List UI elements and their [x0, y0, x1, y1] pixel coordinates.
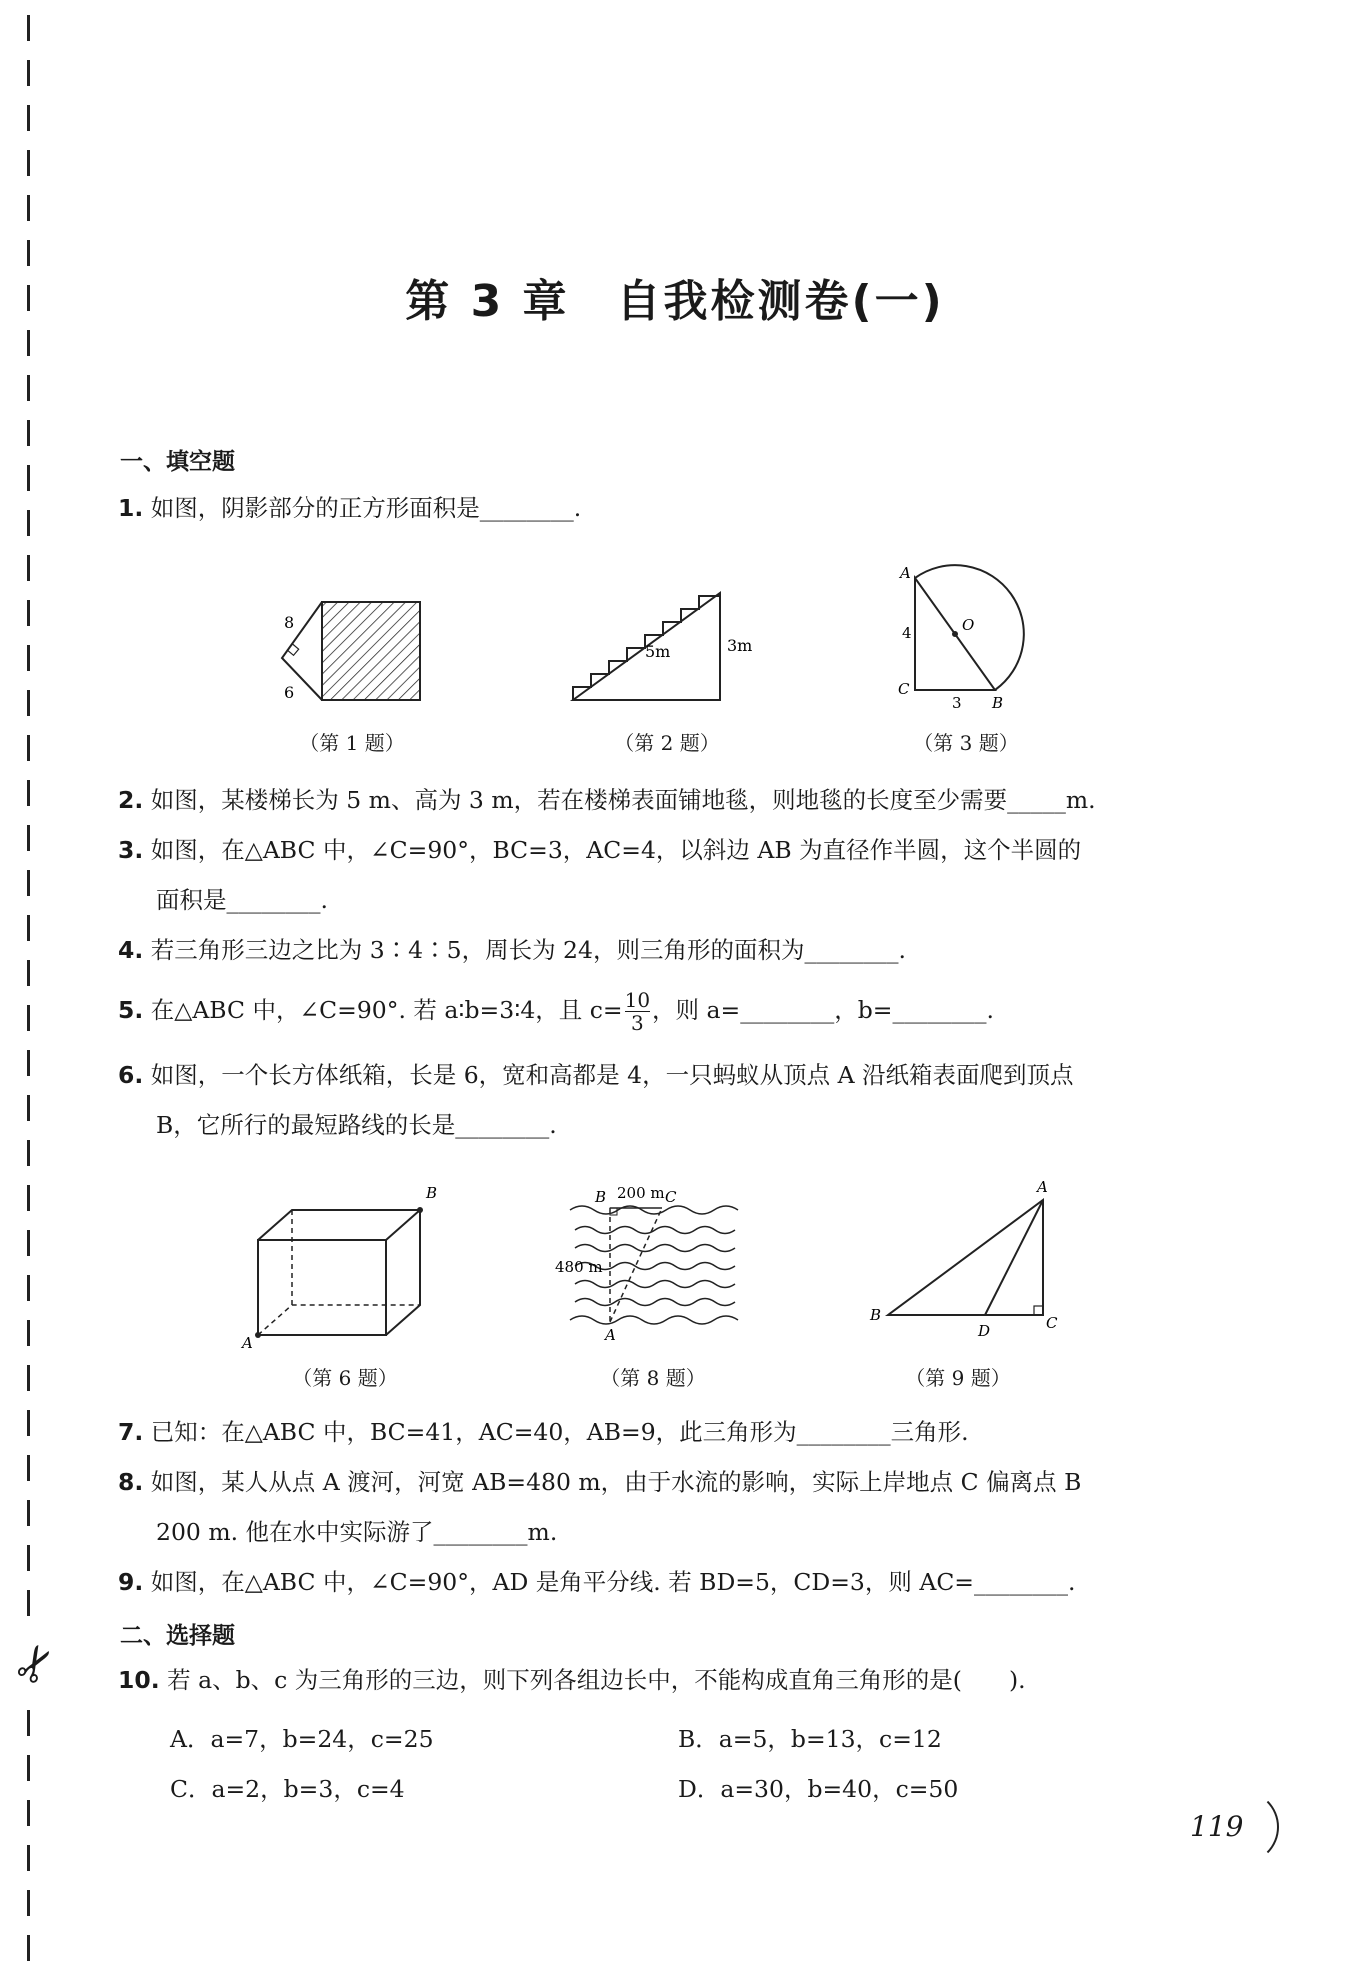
figure-9 [860, 1180, 1060, 1345]
section-choice-heading: 二、选择题 [120, 1623, 235, 1649]
fig3-label-o: O [962, 616, 975, 634]
fig6-label-b: B [426, 1184, 438, 1202]
question-9: 9. 如图，在△ABC 中，∠C=90°，AD 是角平分线. 若 BD=5，CD=3，则 AC=________. [118, 1568, 1076, 1596]
question-4: 4. 若三角形三边之比为 3∶4∶5，周长为 24，则三角形的面积为________. [118, 936, 906, 964]
figure-2 [565, 585, 765, 710]
option-a: A．a=7，b=24，c=25 [170, 1725, 434, 1753]
option-b: B．a=5，b=13，c=12 [678, 1725, 942, 1753]
fig1-side-b-label: 6 [284, 683, 295, 702]
figure-6 [240, 1180, 440, 1350]
question-6-cont: B，它所行的最短路线的长是________. [156, 1111, 557, 1139]
fig8-label-a: A [605, 1326, 616, 1344]
fig6-label-a: A [242, 1334, 253, 1350]
caption-figure-9: （第 9 题） [905, 1366, 1011, 1390]
option-d: D．a=30，b=40，c=50 [678, 1775, 959, 1803]
figure-1 [270, 590, 430, 710]
question-8: 8. 如图，某人从点 A 渡河，河宽 AB=480 m，由于水流的影响，实际上岸地点 C 偏离点 B [118, 1468, 1082, 1496]
question-6: 6. 如图，一个长方体纸箱，长是 6，宽和高都是 4，一只蚂蚁从顶点 A 沿纸箱表面爬到顶点 [118, 1061, 1074, 1089]
fig9-label-d: D [978, 1322, 991, 1340]
fig8-label-c: C [665, 1188, 677, 1206]
fig1-side-a-label: 8 [284, 613, 295, 632]
caption-figure-6: （第 6 题） [292, 1366, 398, 1390]
fig9-label-c: C [1046, 1314, 1058, 1332]
section-fill-heading: 一、填空题 [120, 449, 235, 475]
fig2-height-label: 3m [727, 636, 753, 655]
scissors-icon: ✂ [1, 1632, 71, 1696]
question-5: 5. 在△ABC 中，∠C=90°. 若 a∶b=3∶4，且 c= $\frac{10}{3}$ ，则 a=________，b=________. [118, 988, 994, 1035]
question-3: 3. 如图，在△ABC 中，∠C=90°，BC=3，AC=4，以斜边 AB 为直径作半圆，这个半圆的 [118, 836, 1082, 864]
fig3-label-c: C [898, 680, 910, 698]
question-8-cont: 200 m. 他在水中实际游了________m. [156, 1518, 558, 1546]
question-7: 7. 已知：在△ABC 中，BC=41，AC=40，AB=9，此三角形为________三角形. [118, 1418, 969, 1446]
page-number: 119 [1190, 1810, 1244, 1843]
fig3-label-b: B [992, 694, 1004, 710]
question-1: 1. 如图，阴影部分的正方形面积是________. [118, 494, 582, 522]
caption-figure-3: （第 3 题） [913, 731, 1019, 755]
option-c: C．a=2，b=3，c=4 [170, 1775, 405, 1803]
figure-3 [890, 560, 1040, 710]
fig3-label-a: A [900, 564, 911, 582]
question-10: 10. 若 a、b、c 为三角形的三边，则下列各组边长中，不能构成直角三角形的是( ). [118, 1666, 1026, 1694]
caption-figure-2: （第 2 题） [614, 731, 720, 755]
fig8-width-label: 200 m [617, 1184, 665, 1202]
question-3-cont: 面积是________. [156, 886, 328, 914]
page-title: 第 3 章 自我检测卷(一) [405, 276, 945, 327]
caption-figure-8: （第 8 题） [600, 1366, 706, 1390]
fig9-label-b: B [870, 1306, 882, 1324]
question-2: 2. 如图，某楼梯长为 5 m、高为 3 m，若在楼梯表面铺地毯，则地毯的长度至少需要_____m. [118, 786, 1096, 814]
fig9-label-a: A [1037, 1180, 1048, 1196]
fig3-side-cb: 3 [952, 694, 962, 710]
fig3-side-ac: 4 [902, 624, 912, 642]
caption-figure-1: （第 1 题） [299, 731, 405, 755]
fig2-hyp-label: 5m [645, 642, 671, 661]
figure-8 [555, 1180, 755, 1350]
fig8-label-b: B [595, 1188, 607, 1206]
fig8-river-label: 480 m [555, 1258, 603, 1276]
